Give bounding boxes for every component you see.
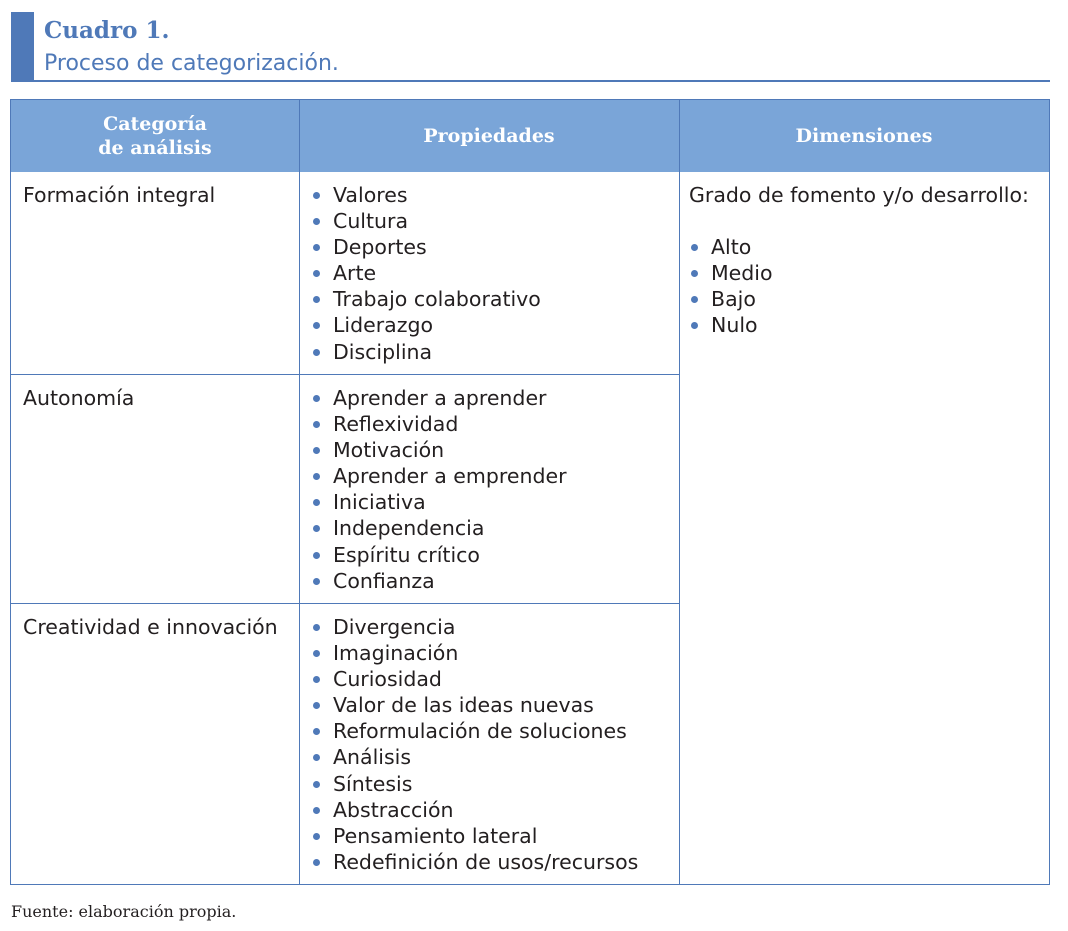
list-item: Reformulación de soluciones bbox=[311, 718, 638, 744]
list-item: Valores bbox=[311, 182, 541, 208]
list-item: Pensamiento lateral bbox=[311, 823, 638, 849]
list-item: Disciplina bbox=[311, 339, 541, 365]
caption-subtitle: Proceso de categorización. bbox=[44, 51, 339, 76]
bullet-icon bbox=[313, 421, 320, 428]
bullet-icon bbox=[313, 833, 320, 840]
column-divider bbox=[679, 172, 680, 884]
bullet-icon bbox=[691, 270, 698, 277]
list-item: Espíritu crítico bbox=[311, 542, 567, 568]
bullet-icon bbox=[313, 395, 320, 402]
list-item: Trabajo colaborativo bbox=[311, 286, 541, 312]
caption-accent-bar bbox=[11, 12, 34, 82]
list-item: Redefinición de usos/recursos bbox=[311, 849, 638, 875]
list-item: Abstracción bbox=[311, 797, 638, 823]
header-dimensiones: Dimensiones bbox=[795, 125, 933, 147]
list-item: Deportes bbox=[311, 234, 541, 260]
list-item: Aprender a emprender bbox=[311, 463, 567, 489]
list-item: Valor de las ideas nuevas bbox=[311, 692, 638, 718]
dimensions-label: Grado de fomento y/o desarrollo: bbox=[689, 183, 1029, 207]
list-item: Arte bbox=[311, 260, 541, 286]
bullet-icon bbox=[313, 296, 320, 303]
header-divider bbox=[299, 100, 300, 172]
bullet-icon bbox=[313, 859, 320, 866]
caption-title: Cuadro 1. bbox=[44, 17, 170, 44]
list-item: Divergencia bbox=[311, 614, 638, 640]
bullet-icon bbox=[313, 218, 320, 225]
bullet-icon bbox=[313, 270, 320, 277]
bullet-icon bbox=[313, 807, 320, 814]
list-item: Medio bbox=[689, 260, 773, 286]
bullet-icon bbox=[691, 244, 698, 251]
list-item: Reflexividad bbox=[311, 411, 567, 437]
source-note: Fuente: elaboración propia. bbox=[11, 902, 237, 921]
list-item: Independencia bbox=[311, 515, 567, 541]
bullet-icon bbox=[313, 578, 320, 585]
bullet-icon bbox=[313, 552, 320, 559]
properties-list bbox=[311, 182, 541, 365]
bullet-icon bbox=[691, 296, 698, 303]
header-categoria: Categoría de análisis bbox=[98, 113, 212, 159]
row-separator bbox=[11, 374, 679, 375]
bullet-icon bbox=[313, 192, 320, 199]
bullet-icon bbox=[313, 322, 320, 329]
list-item: Aprender a aprender bbox=[311, 385, 567, 411]
bullet-icon bbox=[313, 473, 320, 480]
properties-list bbox=[311, 385, 567, 594]
list-item: Bajo bbox=[689, 286, 773, 312]
bullet-icon bbox=[313, 650, 320, 657]
bullet-icon bbox=[313, 624, 320, 631]
bullet-icon bbox=[313, 728, 320, 735]
column-divider bbox=[299, 172, 300, 884]
table-header bbox=[11, 100, 1049, 172]
category-autonomia: Autonomía bbox=[23, 386, 135, 410]
properties-list bbox=[311, 614, 638, 875]
list-item: Motivación bbox=[311, 437, 567, 463]
list-item: Nulo bbox=[689, 312, 773, 338]
bullet-icon bbox=[313, 525, 320, 532]
list-item: Imaginación bbox=[311, 640, 638, 666]
header-propiedades: Propiedades bbox=[423, 125, 555, 147]
bullet-icon bbox=[313, 499, 320, 506]
list-item: Iniciativa bbox=[311, 489, 567, 515]
list-item: Confianza bbox=[311, 568, 567, 594]
row-separator bbox=[11, 603, 679, 604]
list-item: Cultura bbox=[311, 208, 541, 234]
caption-rule bbox=[11, 80, 1050, 82]
bullet-icon bbox=[691, 322, 698, 329]
list-item: Síntesis bbox=[311, 771, 638, 797]
categorization-table bbox=[10, 99, 1050, 885]
category-creatividad-innovacion: Creatividad e innovación bbox=[23, 615, 278, 639]
dimensions-list bbox=[689, 234, 773, 338]
header-divider bbox=[679, 100, 680, 172]
list-item: Curiosidad bbox=[311, 666, 638, 692]
bullet-icon bbox=[313, 781, 320, 788]
bullet-icon bbox=[313, 244, 320, 251]
category-formacion-integral: Formación integral bbox=[23, 183, 216, 207]
list-item: Análisis bbox=[311, 744, 638, 770]
bullet-icon bbox=[313, 676, 320, 683]
bullet-icon bbox=[313, 702, 320, 709]
bullet-icon bbox=[313, 447, 320, 454]
bullet-icon bbox=[313, 754, 320, 761]
list-item: Alto bbox=[689, 234, 773, 260]
list-item: Liderazgo bbox=[311, 312, 541, 338]
bullet-icon bbox=[313, 349, 320, 356]
